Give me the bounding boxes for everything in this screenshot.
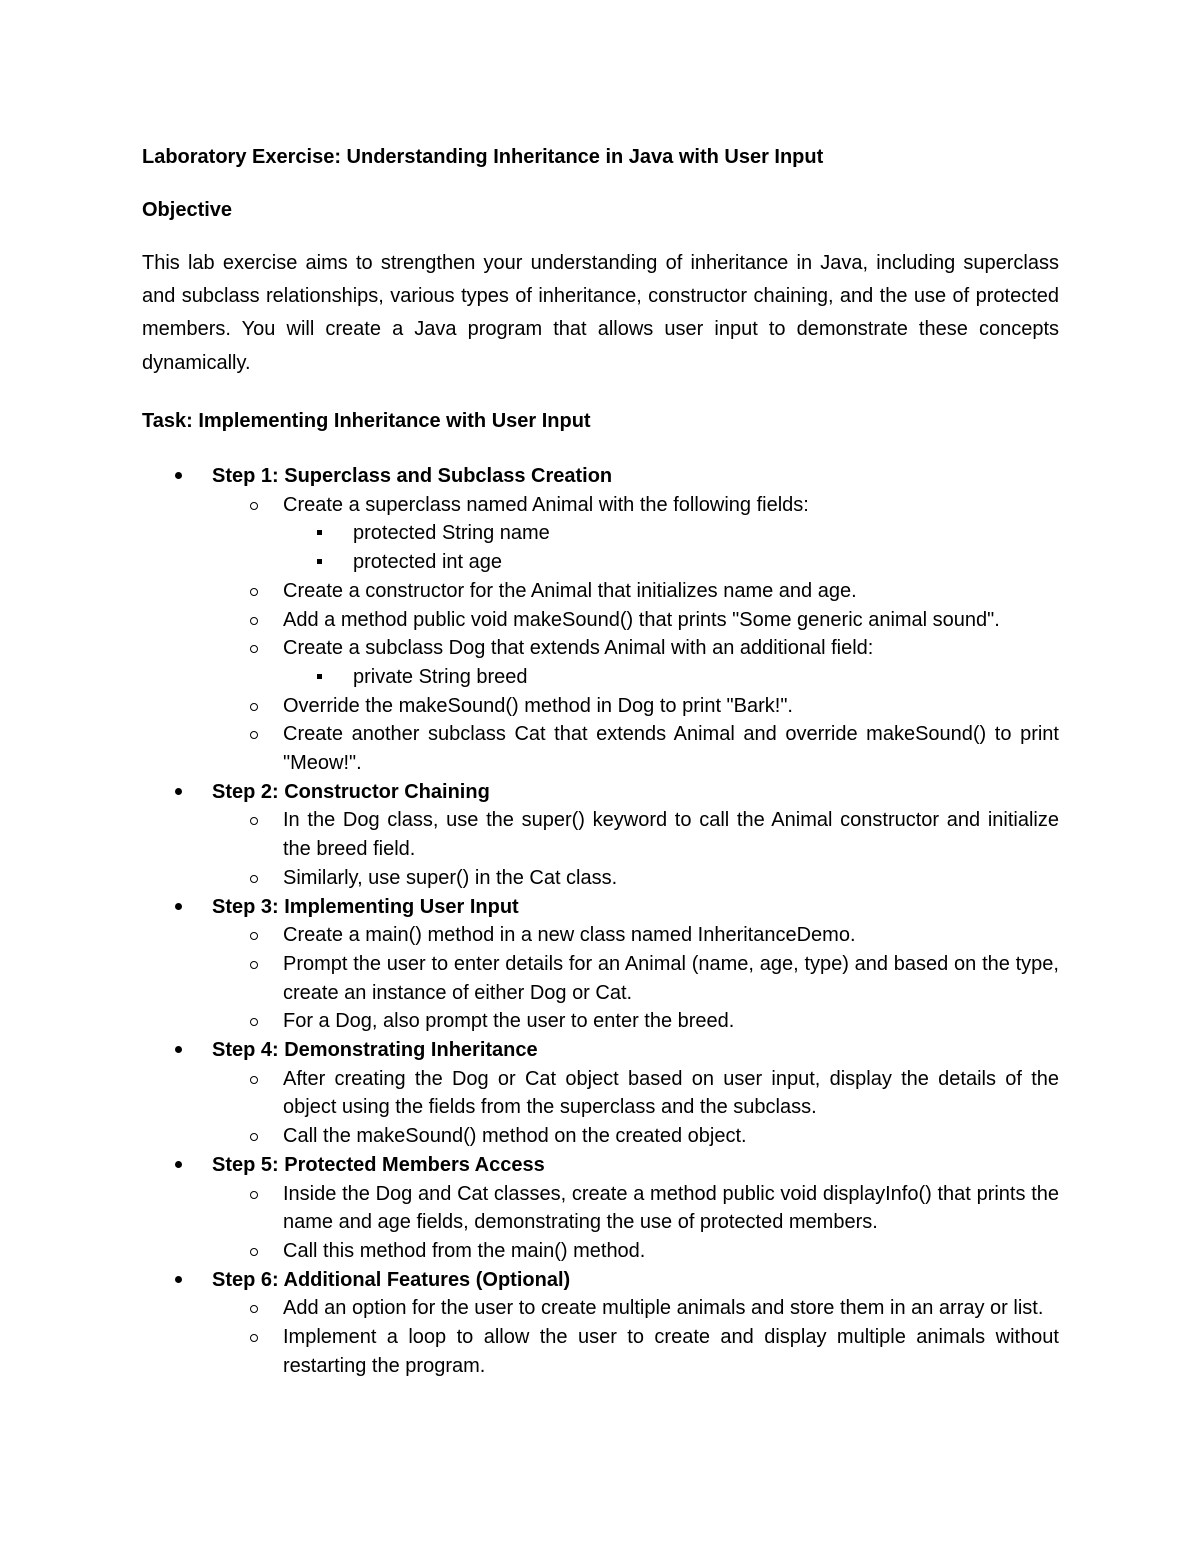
- subitem-text: Create another subclass Cat that extends Animal and override makeSound() to print "Meow!".: [283, 723, 1059, 775]
- subitem-text: For a Dog, also prompt the user to enter the breed.: [283, 1010, 735, 1033]
- subitem-text: Create a subclass Dog that extends Animal with an additional field:: [283, 637, 874, 660]
- step-title: Step 3: Implementing User Input: [0, 893, 1200, 922]
- bullet-disc-icon: [175, 1046, 182, 1053]
- subitem-text: Add a method public void makeSound() that prints "Some generic animal sound".: [283, 608, 1000, 631]
- bullet-circle-icon: [250, 1018, 258, 1026]
- bullet-square-icon: [317, 559, 322, 564]
- subitem-text: Create a main() method in a new class named InheritanceDemo.: [283, 924, 856, 947]
- step-subitem: [0, 1180, 1059, 1237]
- field-item: [0, 663, 1200, 692]
- subitem-text: Override the makeSound() method in Dog to print "Bark!".: [283, 694, 793, 717]
- step-subitem: [0, 720, 1059, 777]
- bullet-disc-icon: [175, 903, 182, 910]
- bullet-square-icon: [317, 674, 322, 679]
- step-list: [0, 462, 1200, 1381]
- subitem-text: Call this method from the main() method.: [283, 1239, 646, 1262]
- bullet-circle-icon: [250, 875, 258, 883]
- bullet-circle-icon: [250, 1191, 258, 1199]
- step-title: Step 4: Demonstrating Inheritance: [0, 1036, 1200, 1065]
- step-subitem: [0, 1323, 1059, 1380]
- step-subitem: [0, 1294, 1059, 1323]
- subitem-text: Call the makeSound() method on the created object.: [283, 1125, 747, 1148]
- step-subitem: [0, 806, 1059, 863]
- bullet-circle-icon: [250, 1305, 258, 1313]
- bullet-circle-icon: [250, 645, 258, 653]
- objective-paragraph: This lab exercise aims to strengthen your understanding of inheritance in Java, including superclass and subclass relationships, various types of inheritance, constructor chaining, and the use of protected members. You will create a Java program that allows user input to demonstrate these concepts dynamically.: [142, 252, 1059, 374]
- subitem-text: Similarly, use super() in the Cat class.: [283, 866, 618, 889]
- task-heading: Task: Implementing Inheritance with User Input: [142, 410, 591, 432]
- bullet-disc-icon: [175, 1161, 182, 1168]
- field-text: private String breed: [353, 665, 528, 688]
- field-text: protected int age: [353, 551, 502, 574]
- step-item: [0, 462, 1200, 778]
- step-subitem: [0, 1007, 1059, 1036]
- field-item: [0, 519, 1200, 548]
- subitem-text: Add an option for the user to create multiple animals and store them in an array or list.: [283, 1297, 1044, 1320]
- bullet-disc-icon: [175, 472, 182, 479]
- subitem-text: Create a constructor for the Animal that initializes name and age.: [283, 579, 857, 602]
- bullet-circle-icon: [250, 932, 258, 940]
- subitem-text: Inside the Dog and Cat classes, create a method public void displayInfo() that prints the name and age fields, demonstrating the use of protected members.: [283, 1182, 1059, 1234]
- bullet-circle-icon: [250, 731, 258, 739]
- bullet-circle-icon: [250, 1334, 258, 1342]
- bullet-circle-icon: [250, 502, 258, 510]
- step-subitem: [0, 577, 1059, 606]
- step-title: Step 5: Protected Members Access: [0, 1151, 1200, 1180]
- step-subitem: [0, 921, 1059, 950]
- step-item: [0, 778, 1200, 893]
- step-subitem: [0, 950, 1059, 1007]
- bullet-circle-icon: [250, 817, 258, 825]
- bullet-circle-icon: [250, 1133, 258, 1141]
- step-subitem: [0, 634, 1059, 663]
- step-title: Step 1: Superclass and Subclass Creation: [0, 462, 1200, 491]
- subitem-text: Prompt the user to enter details for an Animal (name, age, type) and based on the type, create an instance of either Dog or Cat.: [283, 952, 1059, 1004]
- step-title: Step 2: Constructor Chaining: [0, 778, 1200, 807]
- step-subitem: [0, 864, 1059, 893]
- bullet-circle-icon: [250, 961, 258, 969]
- step-item: [0, 1266, 1200, 1381]
- bullet-circle-icon: [250, 1076, 258, 1084]
- subitem-text: After creating the Dog or Cat object based on user input, display the details of the object using the fields from the superclass and the subclass.: [283, 1067, 1059, 1119]
- step-item: [0, 1151, 1200, 1266]
- bullet-circle-icon: [250, 617, 258, 625]
- subitem-text: Implement a loop to allow the user to create and display multiple animals without restarting the program.: [283, 1326, 1059, 1377]
- bullet-circle-icon: [250, 1248, 258, 1256]
- objective-heading: Objective: [142, 199, 233, 221]
- field-item: [0, 548, 1200, 577]
- subitem-text: Create a superclass named Animal with the following fields:: [283, 493, 809, 516]
- document-title: Laboratory Exercise: Understanding Inheritance in Java with User Input: [142, 146, 824, 168]
- step-title: Step 6: Additional Features (Optional): [0, 1266, 1200, 1295]
- subitem-text: In the Dog class, use the super() keyword to call the Animal constructor and initialize the breed field.: [283, 809, 1059, 861]
- step-subitem: [0, 1065, 1059, 1122]
- step-subitem: [0, 606, 1059, 635]
- bullet-disc-icon: [175, 788, 182, 795]
- bullet-circle-icon: [250, 703, 258, 711]
- step-subitem: [0, 491, 1059, 520]
- step-subitem: [0, 1237, 1059, 1266]
- bullet-disc-icon: [175, 1276, 182, 1283]
- step-subitem: [0, 1122, 1059, 1151]
- step-item: [0, 893, 1200, 1037]
- field-text: protected String name: [353, 522, 550, 545]
- step-item: [0, 1036, 1200, 1151]
- bullet-square-icon: [317, 530, 322, 535]
- bullet-circle-icon: [250, 588, 258, 596]
- step-subitem: [0, 692, 1059, 721]
